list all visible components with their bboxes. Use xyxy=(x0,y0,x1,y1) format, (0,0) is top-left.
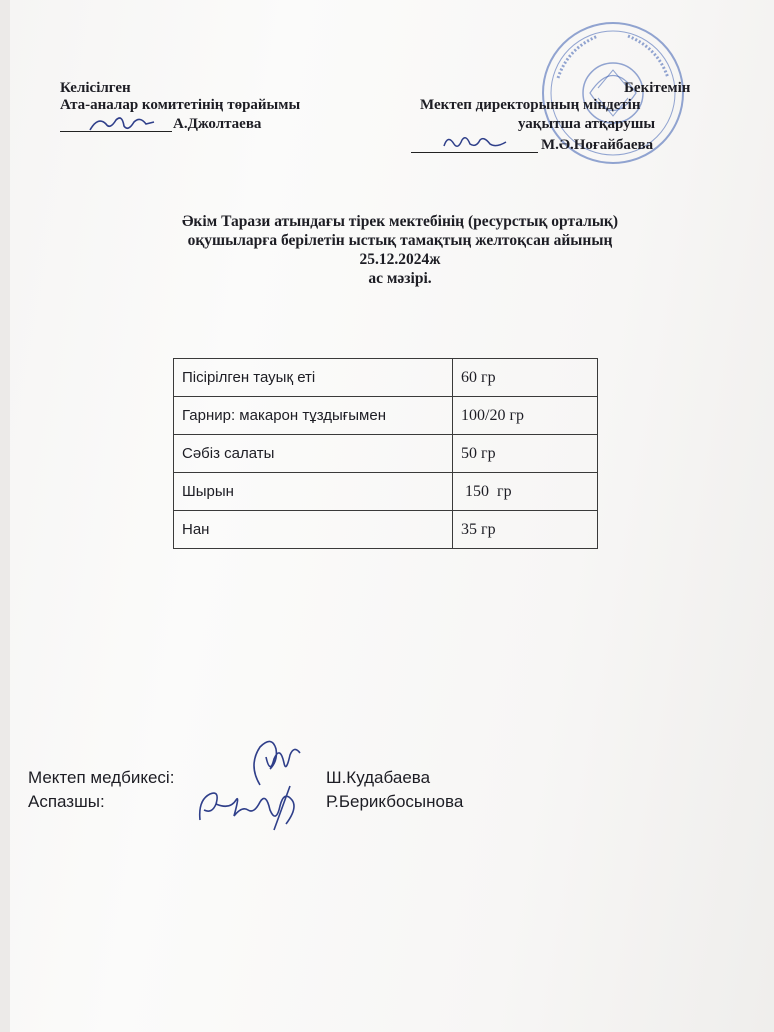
signature-cook xyxy=(190,780,310,835)
table-row xyxy=(174,511,598,549)
dish-amount: 35 гр xyxy=(453,511,598,549)
dish-name: Нан xyxy=(174,511,453,549)
menu-table xyxy=(173,358,598,549)
director-title: Мектеп директорының міндетін xyxy=(420,97,641,113)
dish-name: Сәбіз салаты xyxy=(174,435,453,473)
dish-name: Пісірілген тауық еті xyxy=(174,359,453,397)
table-row xyxy=(174,473,598,511)
dish-name: Гарнир: макарон тұздығымен xyxy=(174,397,453,435)
committee-chair-name: А.Джолтаева xyxy=(173,116,262,132)
signature-right xyxy=(440,130,510,154)
document-page xyxy=(10,0,774,1032)
title-line-3: 25.12.2024ж xyxy=(359,251,441,268)
nurse-name: Ш.Кудабаева xyxy=(326,768,431,787)
table-row xyxy=(174,359,598,397)
dish-amount: 150 гр xyxy=(453,473,598,511)
table-row xyxy=(174,435,598,473)
document-title xyxy=(70,212,730,288)
table-row xyxy=(174,397,598,435)
director-name: М.Ә.Ноғайбаева xyxy=(541,137,654,153)
cook-label: Аспазшы: xyxy=(28,792,105,811)
acting-label: уақытша атқарушы xyxy=(518,116,656,132)
title-line-4: ас мәзірі. xyxy=(368,270,432,287)
title-line-1: Әкім Тарази атындағы тірек мектебінің (ресурстық орталық) xyxy=(181,213,619,230)
approval-label: Келісілген xyxy=(60,80,131,96)
dish-amount: 60 гр xyxy=(453,359,598,397)
signature-left xyxy=(88,112,158,136)
dish-name: Шырын xyxy=(174,473,453,511)
nurse-label: Мектеп медбикесі: xyxy=(28,768,175,787)
dish-amount: 50 гр xyxy=(453,435,598,473)
title-line-2: оқушыларға берілетін ыстық тамақтың желтоқсан айының xyxy=(187,232,613,249)
dish-amount: 100/20 гр xyxy=(453,397,598,435)
parent-committee-title: Ата-аналар комитетінің төрайымы xyxy=(60,97,301,113)
cook-name: Р.Берикбосынова xyxy=(326,792,464,811)
approve-label: Бекітемін xyxy=(624,80,691,96)
